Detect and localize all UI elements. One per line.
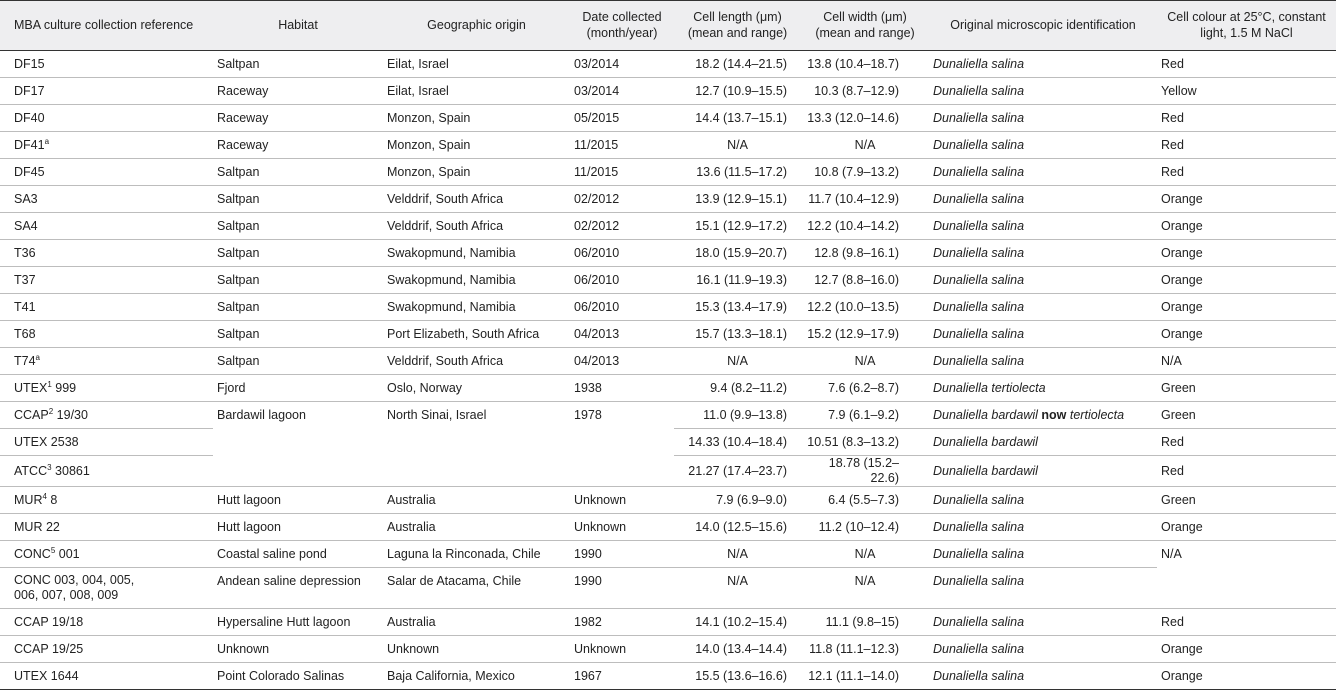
cell-date: 05/2015 [570, 105, 674, 132]
table-row [0, 78, 1336, 105]
cell-habitat: Hutt lagoon [213, 514, 383, 541]
cell-origin: Eilat, Israel [383, 78, 570, 105]
cell-length: 15.1 (12.9–17.2) [674, 213, 801, 240]
cell-colour: Green [1157, 487, 1336, 514]
cell-ref: MUR 22 [0, 514, 213, 541]
cell-ident: Dunaliella salina [929, 568, 1157, 609]
cell-ident: Dunaliella salina [929, 294, 1157, 321]
table-row [0, 159, 1336, 186]
cell-origin: Swakopmund, Namibia [383, 240, 570, 267]
cell-date: 1990 [570, 568, 674, 609]
cell-ref: T74$^a$ [0, 348, 213, 375]
cell-length: 13.9 (12.9–15.1) [674, 186, 801, 213]
cell-length: 21.27 (17.4–23.7) [674, 456, 801, 487]
cell-width: N/A [801, 348, 929, 375]
cell-width: 18.78 (15.2–22.6) [801, 456, 929, 487]
cell-colour: Orange [1157, 636, 1336, 663]
cell-ref: CCAP 19/25 [0, 636, 213, 663]
cell-date: 1978 [570, 402, 674, 487]
table-row [0, 321, 1336, 348]
cell-colour: Orange [1157, 213, 1336, 240]
cell-width: 13.8 (10.4–18.7) [801, 51, 929, 78]
cell-origin: Monzon, Spain [383, 105, 570, 132]
header-date: Date collected (month/year) [570, 1, 674, 51]
cell-width: 12.2 (10.4–14.2) [801, 213, 929, 240]
cell-ref: DF45 [0, 159, 213, 186]
table-header [0, 1, 1336, 51]
cell-colour: Orange [1157, 267, 1336, 294]
cell-width: N/A [801, 568, 929, 609]
cell-ident: Dunaliella salina [929, 132, 1157, 159]
cell-ref: DF17 [0, 78, 213, 105]
cell-habitat: Saltpan [213, 51, 383, 78]
cell-width: 13.3 (12.0–14.6) [801, 105, 929, 132]
cell-colour: Orange [1157, 663, 1336, 690]
cell-date: Unknown [570, 514, 674, 541]
cell-colour: Green [1157, 375, 1336, 402]
cell-width: 10.3 (8.7–12.9) [801, 78, 929, 105]
cell-length: 16.1 (11.9–19.3) [674, 267, 801, 294]
cell-ref: CONC 003, 004, 005, 006, 007, 008, 009 [0, 568, 213, 609]
cell-ref: CONC$^5$ 001 [0, 541, 213, 568]
cell-habitat: Saltpan [213, 159, 383, 186]
cell-origin: Eilat, Israel [383, 51, 570, 78]
table-row [0, 402, 1336, 429]
cell-habitat: Saltpan [213, 213, 383, 240]
cell-origin: Australia [383, 609, 570, 636]
cell-ident: Dunaliella salina [929, 609, 1157, 636]
cell-ident: Dunaliella salina [929, 514, 1157, 541]
cell-width: 11.8 (11.1–12.3) [801, 636, 929, 663]
table-row [0, 267, 1336, 294]
cell-length: 7.9 (6.9–9.0) [674, 487, 801, 514]
cell-length: 13.6 (11.5–17.2) [674, 159, 801, 186]
cell-habitat: Point Colorado Salinas [213, 663, 383, 690]
cell-habitat: Raceway [213, 105, 383, 132]
cell-width: 11.2 (10–12.4) [801, 514, 929, 541]
cell-origin: Swakopmund, Namibia [383, 294, 570, 321]
table-row [0, 541, 1336, 568]
cell-colour: Orange [1157, 240, 1336, 267]
table-row [0, 636, 1336, 663]
footnote-marker: a [44, 136, 50, 146]
cell-ident: Dunaliella salina [929, 240, 1157, 267]
cell-width: 10.51 (8.3–13.2) [801, 429, 929, 456]
table-row [0, 568, 1336, 609]
cell-habitat: Unknown [213, 636, 383, 663]
cell-date: 1990 [570, 541, 674, 568]
cell-origin: Monzon, Spain [383, 159, 570, 186]
cell-ref: DF15 [0, 51, 213, 78]
cell-ident: Dunaliella bardawil now tertiolecta [929, 402, 1157, 429]
cell-width: N/A [801, 541, 929, 568]
cell-ref: SA3 [0, 186, 213, 213]
cell-colour: Red [1157, 609, 1336, 636]
cell-ident: Dunaliella salina [929, 159, 1157, 186]
header-width: Cell width (μm) (mean and range) [801, 1, 929, 51]
cell-width: 7.9 (6.1–9.2) [801, 402, 929, 429]
cell-date: 1982 [570, 609, 674, 636]
cell-date: 1938 [570, 375, 674, 402]
cell-length: N/A [674, 132, 801, 159]
cell-length: 11.0 (9.9–13.8) [674, 402, 801, 429]
cell-width: N/A [801, 132, 929, 159]
cell-habitat: Raceway [213, 132, 383, 159]
cell-habitat: Raceway [213, 78, 383, 105]
table-row [0, 375, 1336, 402]
cell-width: 15.2 (12.9–17.9) [801, 321, 929, 348]
cell-habitat: Hypersaline Hutt lagoon [213, 609, 383, 636]
cell-colour: N/A [1157, 348, 1336, 375]
cell-habitat: Saltpan [213, 294, 383, 321]
cell-ident: Dunaliella salina [929, 51, 1157, 78]
cell-ref: T41 [0, 294, 213, 321]
cell-width: 7.6 (6.2–8.7) [801, 375, 929, 402]
cell-origin: Swakopmund, Namibia [383, 267, 570, 294]
cell-length: 14.4 (13.7–15.1) [674, 105, 801, 132]
table-row [0, 609, 1336, 636]
cell-ident: Dunaliella salina [929, 186, 1157, 213]
cell-length: 15.3 (13.4–17.9) [674, 294, 801, 321]
cell-colour: Orange [1157, 294, 1336, 321]
cell-colour: Orange [1157, 321, 1336, 348]
cell-habitat: Saltpan [213, 267, 383, 294]
cell-width: 12.2 (10.0–13.5) [801, 294, 929, 321]
cell-habitat: Saltpan [213, 186, 383, 213]
footnote-marker: 3 [47, 462, 52, 472]
footnote-marker: 5 [50, 545, 56, 555]
cell-width: 12.1 (11.1–14.0) [801, 663, 929, 690]
cell-origin: Velddrif, South Africa [383, 213, 570, 240]
cell-length: 14.33 (10.4–18.4) [674, 429, 801, 456]
cell-width: 11.7 (10.4–12.9) [801, 186, 929, 213]
table-row [0, 514, 1336, 541]
table-row [0, 105, 1336, 132]
cell-length: N/A [674, 568, 801, 609]
cell-origin: Australia [383, 487, 570, 514]
cell-ident: Dunaliella salina [929, 348, 1157, 375]
cell-ident: Dunaliella bardawil [929, 456, 1157, 487]
cell-width: 6.4 (5.5–7.3) [801, 487, 929, 514]
cell-ident: Dunaliella salina [929, 663, 1157, 690]
cell-origin: Unknown [383, 636, 570, 663]
cell-origin: Port Elizabeth, South Africa [383, 321, 570, 348]
cell-date: Unknown [570, 487, 674, 514]
cell-date: 02/2012 [570, 186, 674, 213]
cell-ref: MUR$^4$ 8 [0, 487, 213, 514]
cell-ident: Dunaliella salina [929, 213, 1157, 240]
cell-colour: Orange [1157, 514, 1336, 541]
cell-date: 06/2010 [570, 294, 674, 321]
table-row [0, 213, 1336, 240]
cell-date: 11/2015 [570, 132, 674, 159]
ident-now: now [1041, 407, 1067, 422]
cell-habitat: Fjord [213, 375, 383, 402]
cell-ident: Dunaliella salina [929, 636, 1157, 663]
cell-origin: Velddrif, South Africa [383, 186, 570, 213]
cell-colour: Red [1157, 429, 1336, 456]
cell-ident: Dunaliella salina [929, 267, 1157, 294]
header-length: Cell length (μm) (mean and range) [674, 1, 801, 51]
header-habitat: Habitat [213, 1, 383, 51]
cell-habitat: Coastal saline pond [213, 541, 383, 568]
table-row [0, 663, 1336, 690]
cell-ident: Dunaliella salina [929, 541, 1157, 568]
cell-ident: Dunaliella bardawil [929, 429, 1157, 456]
table-body [0, 51, 1336, 690]
cell-ref: DF40 [0, 105, 213, 132]
cell-ident: Dunaliella salina [929, 321, 1157, 348]
cell-origin: North Sinai, Israel [383, 402, 570, 487]
cell-ref: UTEX 2538 [0, 429, 213, 456]
cell-width: 12.7 (8.8–16.0) [801, 267, 929, 294]
cell-colour: Green [1157, 402, 1336, 429]
cell-ref: UTEX 1644 [0, 663, 213, 690]
cell-colour: Red [1157, 456, 1336, 487]
cell-origin: Velddrif, South Africa [383, 348, 570, 375]
cell-origin: Salar de Atacama, Chile [383, 568, 570, 609]
cell-ref: DF41$^a$ [0, 132, 213, 159]
cell-habitat: Andean saline depression [213, 568, 383, 609]
cell-length: 9.4 (8.2–11.2) [674, 375, 801, 402]
cell-habitat: Hutt lagoon [213, 487, 383, 514]
cell-date: 1967 [570, 663, 674, 690]
cell-length: 12.7 (10.9–15.5) [674, 78, 801, 105]
cell-width: 12.8 (9.8–16.1) [801, 240, 929, 267]
cell-date: 06/2010 [570, 267, 674, 294]
table-row [0, 132, 1336, 159]
cell-colour: Yellow [1157, 78, 1336, 105]
cell-ref: SA4 [0, 213, 213, 240]
cell-length: 18.0 (15.9–20.7) [674, 240, 801, 267]
cell-habitat: Saltpan [213, 321, 383, 348]
cell-habitat: Saltpan [213, 348, 383, 375]
cell-width: 10.8 (7.9–13.2) [801, 159, 929, 186]
cell-length: 14.1 (10.2–15.4) [674, 609, 801, 636]
cell-habitat: Bardawil lagoon [213, 402, 383, 487]
header-origin: Geographic origin [383, 1, 570, 51]
cell-ref: UTEX$^1$ 999 [0, 375, 213, 402]
header-colour: Cell colour at 25°C, constant light, 1.5 M NaCl [1157, 1, 1336, 51]
cell-ident: Dunaliella tertiolecta [929, 375, 1157, 402]
cell-date: 04/2013 [570, 348, 674, 375]
cell-date: Unknown [570, 636, 674, 663]
cell-length: 18.2 (14.4–21.5) [674, 51, 801, 78]
cell-date: 11/2015 [570, 159, 674, 186]
cell-origin: Laguna la Rinconada, Chile [383, 541, 570, 568]
cell-length: 14.0 (12.5–15.6) [674, 514, 801, 541]
table-row [0, 186, 1336, 213]
cell-ref: CCAP 19/18 [0, 609, 213, 636]
cell-date: 03/2014 [570, 78, 674, 105]
cell-date: 03/2014 [570, 51, 674, 78]
cell-length: N/A [674, 348, 801, 375]
header-ident: Original microscopic identification [929, 1, 1157, 51]
cell-colour: Red [1157, 159, 1336, 186]
cell-length: 15.5 (13.6–16.6) [674, 663, 801, 690]
footnote-marker: 1 [47, 379, 52, 389]
table-row [0, 51, 1336, 78]
cell-date: 06/2010 [570, 240, 674, 267]
cell-length: N/A [674, 541, 801, 568]
cell-colour: Red [1157, 105, 1336, 132]
footnote-marker: 4 [42, 491, 47, 501]
cell-ident: Dunaliella salina [929, 487, 1157, 514]
cell-origin: Australia [383, 514, 570, 541]
cell-origin: Baja California, Mexico [383, 663, 570, 690]
cell-ref: ATCC$^3$ 30861 [0, 456, 213, 487]
cell-ref: T37 [0, 267, 213, 294]
cell-origin: Oslo, Norway [383, 375, 570, 402]
cell-width: 11.1 (9.8–15) [801, 609, 929, 636]
cell-ref: T68 [0, 321, 213, 348]
cell-origin: Monzon, Spain [383, 132, 570, 159]
cell-colour: N/A [1157, 541, 1336, 609]
cell-date: 04/2013 [570, 321, 674, 348]
cell-ident: Dunaliella salina [929, 105, 1157, 132]
cell-colour: Orange [1157, 186, 1336, 213]
cell-date: 02/2012 [570, 213, 674, 240]
cell-length: 15.7 (13.3–18.1) [674, 321, 801, 348]
cell-colour: Red [1157, 51, 1336, 78]
cell-length: 14.0 (13.4–14.4) [674, 636, 801, 663]
table-row [0, 240, 1336, 267]
table-row [0, 294, 1336, 321]
table-row [0, 487, 1336, 514]
footnote-marker: a [35, 352, 40, 362]
cell-ident: Dunaliella salina [929, 78, 1157, 105]
cell-ref: T36 [0, 240, 213, 267]
table-row [0, 348, 1336, 375]
cell-ref: CCAP$^2$ 19/30 [0, 402, 213, 429]
cell-colour: Red [1157, 132, 1336, 159]
header-ref: MBA culture collection reference [0, 1, 213, 51]
cell-habitat: Saltpan [213, 240, 383, 267]
footnote-marker: 2 [48, 406, 54, 416]
